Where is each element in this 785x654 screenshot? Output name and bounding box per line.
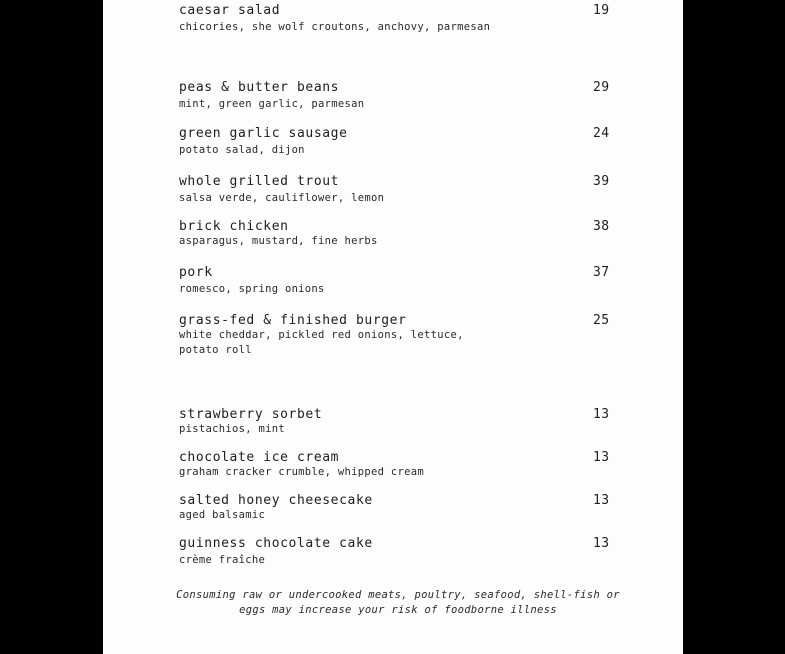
item-description: salsa verde, cauliflower, lemon xyxy=(179,192,385,204)
item-description: mint, green garlic, parmesan xyxy=(179,98,365,110)
item-price: 13 xyxy=(593,407,610,422)
item-price: 37 xyxy=(593,265,610,280)
item-name: caesar salad xyxy=(179,3,281,18)
item-name: whole grilled trout xyxy=(179,174,340,189)
item-price: 38 xyxy=(593,219,610,234)
item-name: green garlic sausage xyxy=(179,126,348,141)
item-description: chicories, she wolf croutons, anchovy, parmesan xyxy=(179,21,491,33)
item-price: 19 xyxy=(593,3,610,18)
item-name: strawberry sorbet xyxy=(179,407,323,422)
item-name: salted honey cheesecake xyxy=(179,493,373,508)
item-name: pork xyxy=(179,265,213,280)
item-description: crème fraîche xyxy=(179,554,266,566)
item-price: 29 xyxy=(593,80,610,95)
item-price: 25 xyxy=(593,313,610,328)
item-description: graham cracker crumble, whipped cream xyxy=(179,466,424,478)
item-description: pistachios, mint xyxy=(179,423,285,435)
item-price: 13 xyxy=(593,536,610,551)
item-description: romesco, spring onions xyxy=(179,283,325,295)
item-price: 24 xyxy=(593,126,610,141)
item-description: white cheddar, pickled red onions, lettuce, potato roll xyxy=(179,329,464,356)
item-name: grass-fed & finished burger xyxy=(179,313,407,328)
foodborne-illness-notice: Consuming raw or undercooked meats, poultry, seafood, shell-fish or eggs may increase your risk of foodborne illness xyxy=(176,589,620,616)
item-description: aged balsamic xyxy=(179,509,266,521)
item-description: asparagus, mustard, fine herbs xyxy=(179,235,378,247)
menu-page xyxy=(103,0,683,654)
item-name: chocolate ice cream xyxy=(179,450,340,465)
item-price: 39 xyxy=(593,174,610,189)
item-name: peas & butter beans xyxy=(179,80,340,95)
item-price: 13 xyxy=(593,493,610,508)
item-name: guinness chocolate cake xyxy=(179,536,373,551)
item-name: brick chicken xyxy=(179,219,289,234)
item-description: potato salad, dijon xyxy=(179,144,305,156)
item-price: 13 xyxy=(593,450,610,465)
